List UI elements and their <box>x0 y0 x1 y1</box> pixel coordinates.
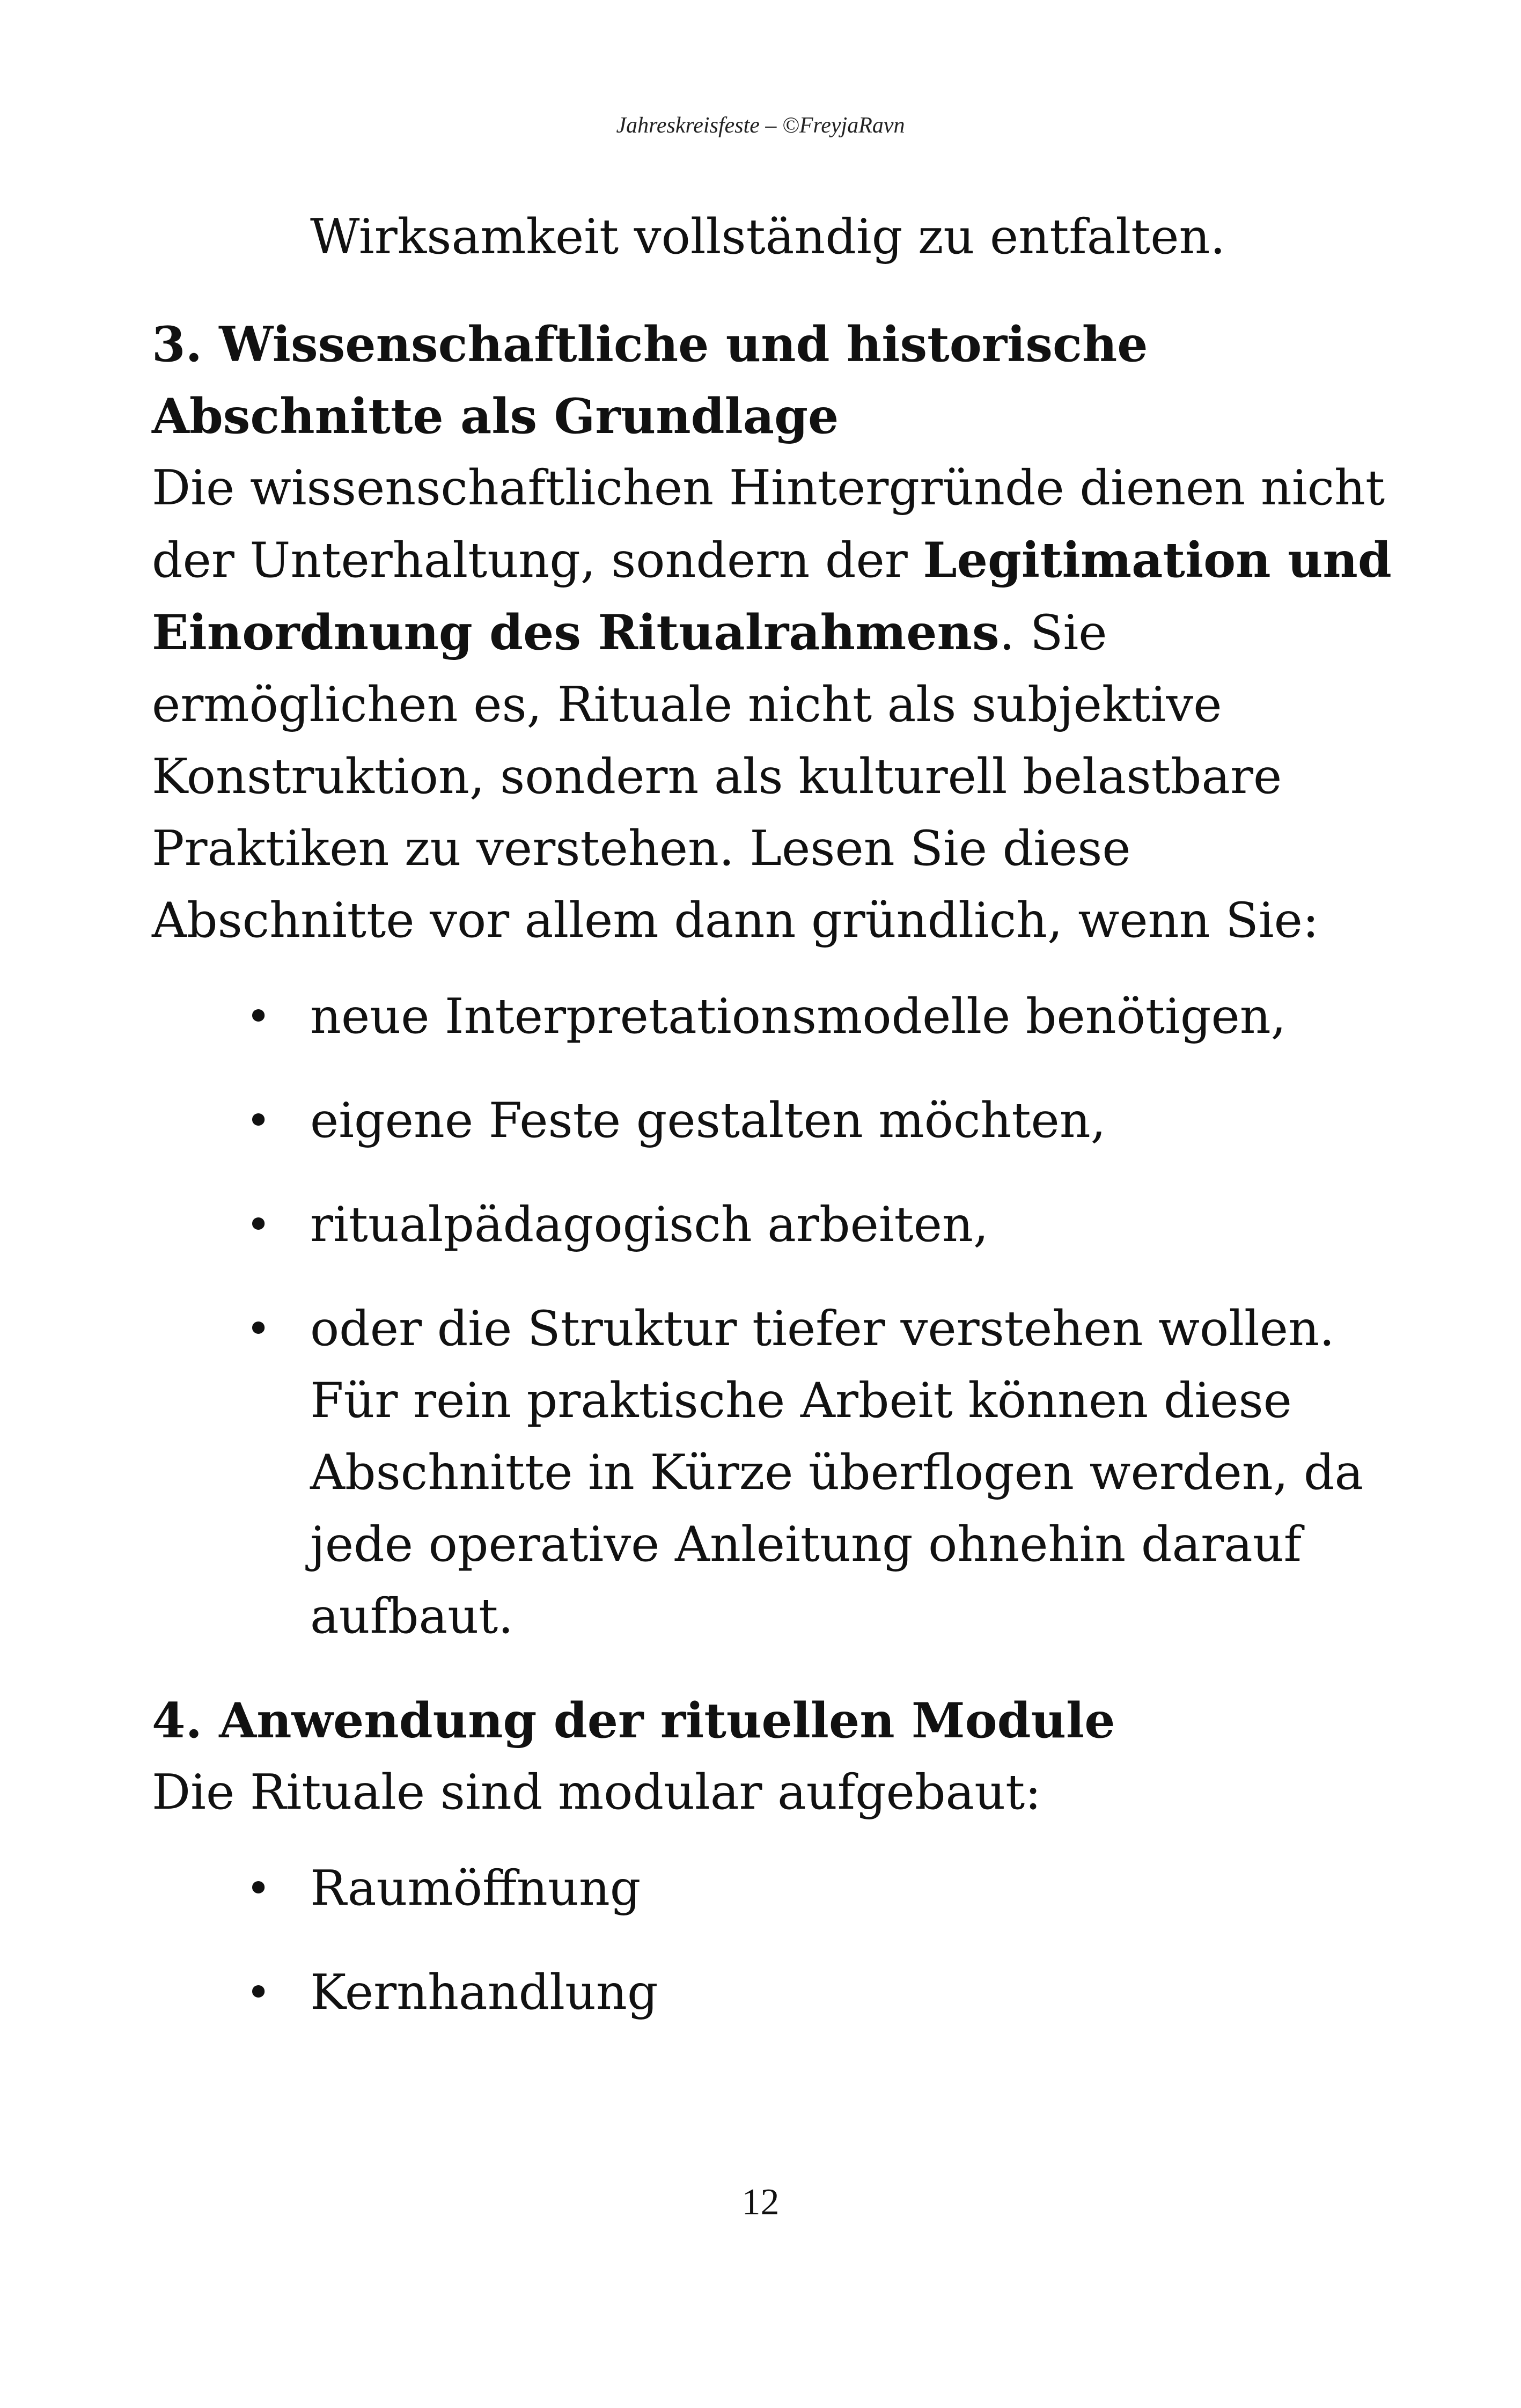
section-3-paragraph-intro: Die wissenschaftlichen Hintergründe dienen nicht der Unterhaltung, sondern der <box>152 460 1385 589</box>
section-3-paragraph <box>152 452 1402 957</box>
page-number: 12 <box>741 2182 780 2223</box>
list-item <box>152 981 1402 1053</box>
list-item-text: oder die Struktur tiefer verstehen wollen. <box>310 1301 1335 1357</box>
section-3-heading <box>152 309 1402 452</box>
list-item <box>152 1853 1402 1925</box>
list-item-text: ritualpädagogisch arbeiten, <box>310 1196 989 1253</box>
list-item-text: Raumöffnung <box>310 1860 641 1917</box>
bullet-icon: • <box>246 1863 271 1913</box>
bullet-icon: • <box>246 1967 271 2017</box>
section-3-paragraph-rest: . Sie ermöglichen es, Rituale nicht als subjektive Konstruktion, sondern als kulturell belastbare Praktiken zu verstehen. Lesen Sie diese Abschnitte vor allem dann gründlich, wenn Sie: <box>152 605 1319 949</box>
bullet-icon: • <box>246 1304 271 1354</box>
list-item-text: Kernhandlung <box>310 1964 658 2021</box>
section-4-intro: Die Rituale sind modular aufgebaut: <box>152 1764 1041 1820</box>
list-item <box>152 1293 1402 1653</box>
continuation-line: Wirksamkeit vollständig zu entfalten. <box>310 209 1226 265</box>
section-4-heading: 4. Anwendung der rituellen Module <box>152 1692 1115 1749</box>
list-item-continuation: Für rein praktische Arbeit können diese Abschnitte in Kürze überflogen werden, da jede operative Anleitung ohnehin darauf aufbaut. <box>310 1372 1364 1645</box>
section-3-paragraph-bold: Legitimation und Einordnung des Ritualrahmens <box>152 532 1392 661</box>
section-3-bullet-list <box>152 981 1402 1653</box>
section-3-heading-line-1: 3. Wissenschaftliche und historische <box>152 316 1148 373</box>
list-item <box>152 1189 1402 1261</box>
list-item <box>152 1085 1402 1157</box>
list-item <box>152 1957 1402 2029</box>
bullet-icon: • <box>246 1096 271 1146</box>
page-body <box>152 201 1402 2061</box>
bullet-icon: • <box>246 992 271 1041</box>
section-3-heading-line-2: Abschnitte als Grundlage <box>152 388 839 445</box>
running-header: Jahreskreisfeste – ©FreyjaRavn <box>616 113 905 138</box>
list-item-text: eigene Feste gestalten möchten, <box>310 1092 1106 1149</box>
bullet-icon: • <box>246 1200 271 1250</box>
list-item-text: neue Interpretationsmodelle benötigen, <box>310 988 1287 1045</box>
section-4-bullet-list <box>152 1853 1402 2029</box>
